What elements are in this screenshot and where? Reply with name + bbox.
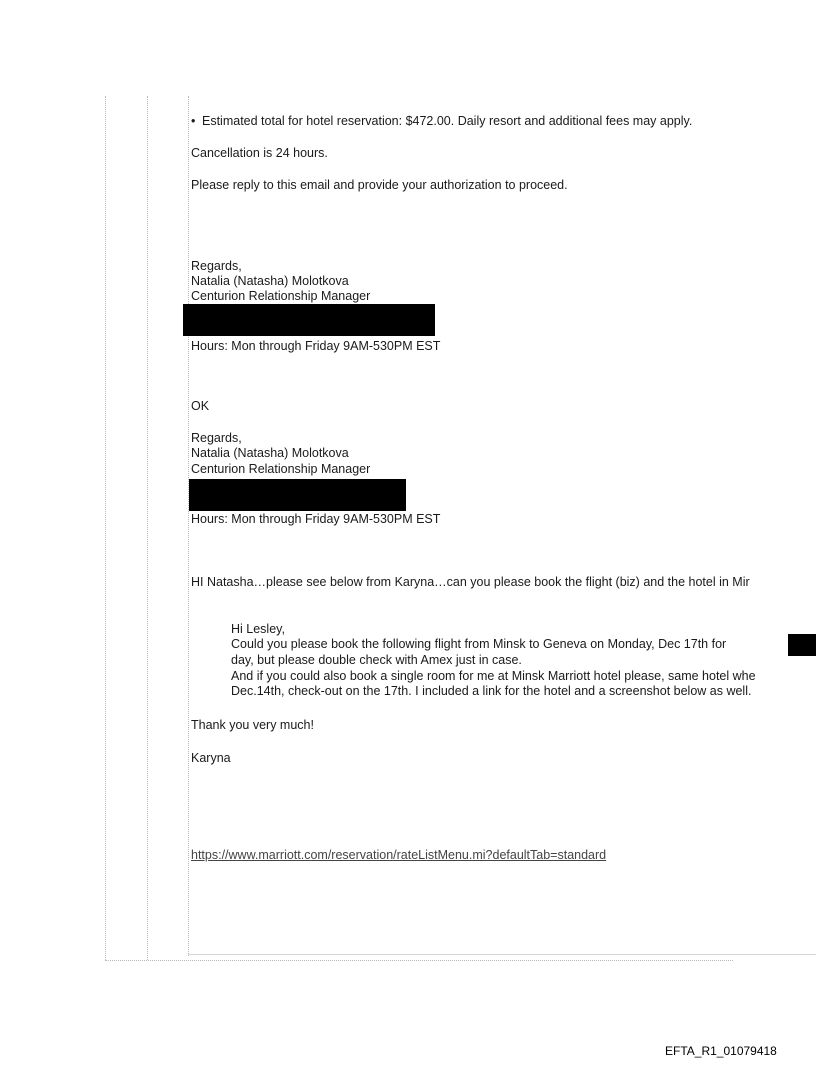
document-id: EFTA_R1_01079418 bbox=[665, 1044, 777, 1058]
redaction-block bbox=[183, 304, 435, 336]
bullet-marker: • bbox=[191, 114, 196, 128]
signature-1-regards: Regards, bbox=[191, 259, 242, 273]
inner-left-border bbox=[147, 96, 148, 960]
quoted-line-2: day, but please double check with Amex just in case. bbox=[231, 653, 522, 667]
signature-2-name: Natalia (Natasha) Molotkova bbox=[191, 446, 349, 460]
reply-request-text: Please reply to this email and provide your authorization to proceed. bbox=[191, 178, 568, 192]
signature-2-title: Centurion Relationship Manager bbox=[191, 462, 371, 476]
quoted-line-4: Dec.14th, check-out on the 17th. I included a link for the hotel and a screenshot below as well. bbox=[231, 684, 752, 698]
signature-1-name: Natalia (Natasha) Molotkova bbox=[191, 274, 349, 288]
cancellation-text: Cancellation is 24 hours. bbox=[191, 146, 328, 160]
signature-1-title: Centurion Relationship Manager bbox=[191, 289, 371, 303]
signature-2-hours: Hours: Mon through Friday 9AM-530PM EST bbox=[191, 512, 441, 526]
redaction-block bbox=[189, 479, 406, 511]
signature-2-regards: Regards, bbox=[191, 431, 242, 445]
estimated-total-text: Estimated total for hotel reservation: $472.00. Daily resort and additional fees may apply. bbox=[202, 114, 693, 128]
sender-name: Karyna bbox=[191, 751, 231, 765]
request-line: HI Natasha…please see below from Karyna…can you please book the flight (biz) and the hotel in Mir bbox=[191, 575, 750, 589]
redaction-block bbox=[788, 634, 816, 656]
quoted-line-1: Could you please book the following flight from Minsk to Geneva on Monday, Dec 17th for bbox=[231, 637, 727, 651]
content-bottom-border bbox=[188, 954, 816, 955]
bottom-border bbox=[105, 960, 733, 961]
quoted-greeting: Hi Lesley, bbox=[231, 622, 285, 636]
signature-1-hours: Hours: Mon through Friday 9AM-530PM EST bbox=[191, 339, 441, 353]
outer-left-border bbox=[105, 96, 106, 960]
content-left-border bbox=[188, 96, 189, 956]
thanks-text: Thank you very much! bbox=[191, 718, 314, 732]
quoted-line-3: And if you could also book a single room for me at Minsk Marriott hotel please, same hotel whe bbox=[231, 669, 756, 683]
ok-text: OK bbox=[191, 399, 210, 413]
marriott-link[interactable]: https://www.marriott.com/reservation/rateListMenu.mi?defaultTab=standard bbox=[191, 848, 607, 862]
